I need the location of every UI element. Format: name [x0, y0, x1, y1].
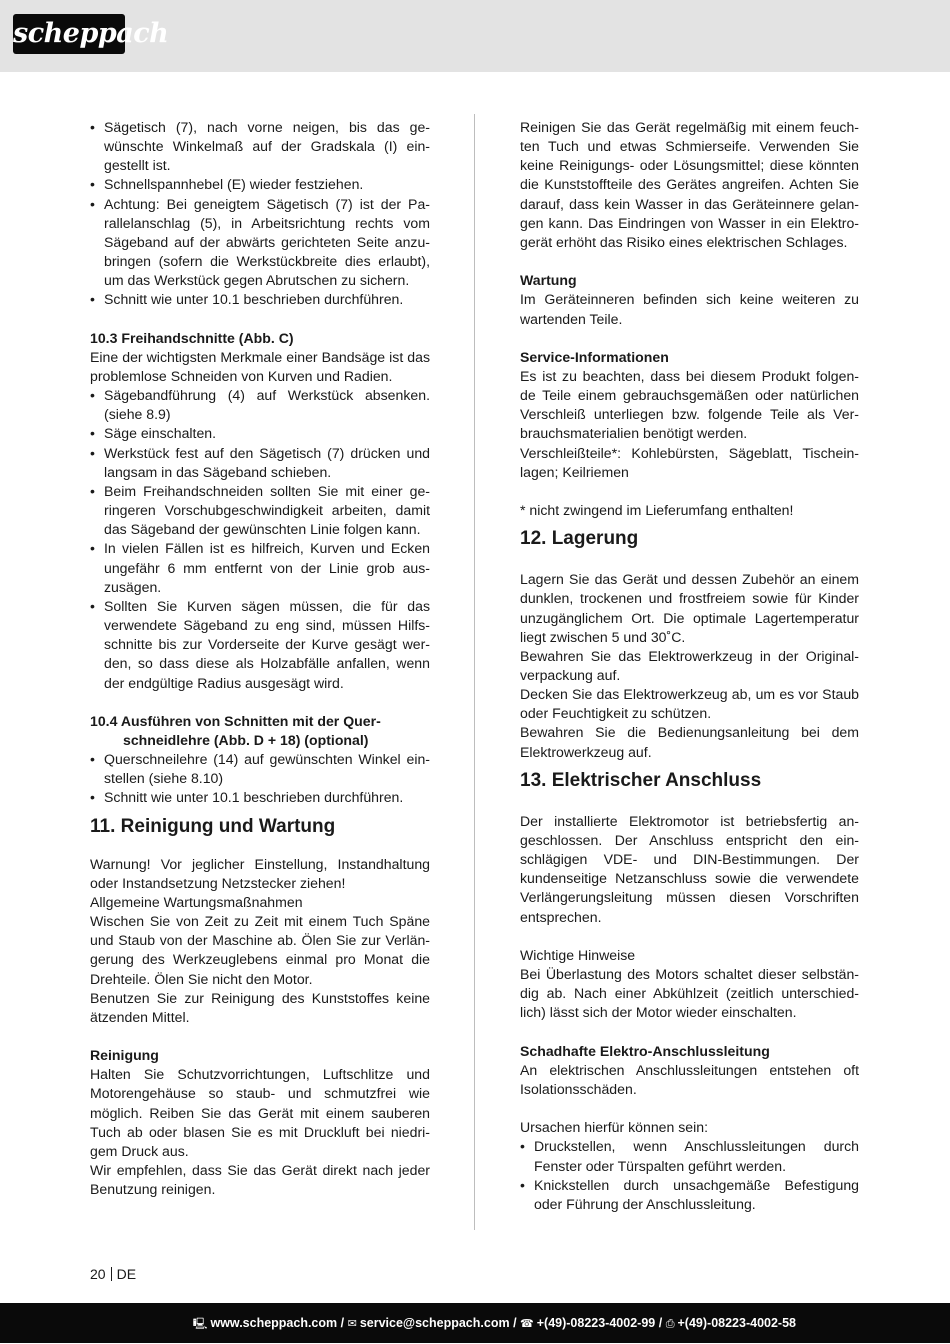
mail-icon: ✉: [347, 1318, 357, 1330]
paragraph: Es ist zu beachten, dass bei diesem Produkt folgen- de Teile einem gebrauchsgemäßen oder natürlichen Verschleiß unterliegen bzw. folgende Teile als Ver- brauchsmaterialien benötigt werden.: [520, 368, 859, 442]
list-item: • Schnitt wie unter 10.1 beschrieben durchführen.: [90, 788, 430, 807]
list-item: • Sägetisch (7), nach vorne neigen, bis das ge- wünschte Winkelmaß auf der Gradskala (I) ein- gestellt ist.: [90, 118, 430, 175]
fax-icon: ⎙: [665, 1318, 675, 1330]
paragraph: Ursachen hierfür können sein:: [520, 1119, 709, 1136]
contact-bar: [0, 1303, 950, 1343]
tilt-steps-list: [90, 118, 430, 310]
list-item: • Sägebandführung (4) auf Werkstück absenken. (siehe 8.9): [90, 386, 430, 424]
footnote: * nicht zwingend im Lieferumfang enthalten!: [520, 502, 794, 519]
list-item: • Schnitt wie unter 10.1 beschrieben durchführen.: [90, 290, 430, 309]
chapter-number: 11.: [90, 815, 116, 837]
list-item: • Sollten Sie Kurven sägen müssen, die für das verwendete Sägeband zu eng sind, müssen Hilfs- schnitte bis zur Vorderseite der Kurve gesägt wer- den, so dass diese als Holzabfälle anfallen, wenn der endgültige Radius ausgesägt wird.: [90, 597, 430, 693]
paragraph: Decken Sie das Elektrowerkzeug ab, um es vor Staub oder Feuchtigkeit zu schützen.: [520, 686, 859, 722]
header-bar: [0, 0, 950, 72]
fax-number: +(49)-08223-4002-58: [677, 1316, 796, 1330]
paragraph: Verschleißteile*: Kohlebürsten, Sägeblatt, Tischein- lagen; Keilriemen: [520, 444, 859, 480]
chapter-title: Elektrischer Anschluss: [551, 769, 762, 791]
left-column: [90, 118, 430, 1199]
chapter-heading-13: [520, 770, 859, 792]
subheading-service-info: Service-Informationen: [520, 348, 669, 365]
paragraph: Halten Sie Schutzvorrichtungen, Luftschlitze und Motorengehäuse so staub- und schmutzfrei wie möglich. Reiben Sie das Gerät mit einem sauberen Tuch ab oder blasen Sie es mit Druckluft bei niedri- gem Druck aus.: [90, 1066, 430, 1159]
list-item: • Knickstellen durch unsachgemäße Befestigung oder Führung der Anschlussleitung.: [520, 1176, 859, 1214]
chapter-title: Lagerung: [551, 528, 639, 550]
scheppach-logo: scheppach: [13, 14, 125, 54]
paragraph: Im Geräteinneren befinden sich keine weiteren zu wartenden Teile.: [520, 291, 859, 327]
paragraph: Benutzen Sie zur Reinigung des Kunststoffes keine ätzenden Mittel.: [90, 989, 430, 1025]
list-item: • Druckstellen, wenn Anschlussleitungen durch Fenster oder Türspalten geführt werden.: [520, 1137, 859, 1175]
paragraph: Reinigen Sie das Gerät regelmäßig mit einem feuch- ten Tuch und etwas Schmierseife. Verwenden Sie keine Reinigungs- oder Lösungsmittel; diese könnten die Kunststoffteile des Gerätes angreifen. Achten Sie darauf, dass kein Wasser in das Geräteinnere gelan- gen kann. Das Eindringen von Wasser in ein Elektro- gerät erhöht das Risiko eines elektrischen Schlages.: [520, 119, 859, 250]
paragraph: Lagern Sie das Gerät und dessen Zubehör an einem dunklen, trockenen und frostfreiem sowie für Kinder unzugänglichem Ort. Die optimale Lagertemperatur liegt zwischen 5 und 30˚C.: [520, 571, 859, 645]
paragraph: Der installierte Elektromotor ist betriebsfertig an- geschlossen. Der Anschluss entspricht den ein- schlägigen VDE- und DIN-Bestimmungen. Der kundenseitige Netzanschluss sowie die verwendete Verlängerungsleitung müssen diesen Vorschriften entsprechen.: [520, 812, 859, 925]
crosscut-steps-list: [90, 750, 430, 807]
paragraph: Bewahren Sie die Bedienungsanleitung bei dem Elektrowerkzeug auf.: [520, 724, 859, 760]
page-number: 20: [90, 1266, 106, 1282]
website-link[interactable]: www.scheppach.com: [210, 1316, 338, 1330]
right-column: [520, 118, 859, 1214]
chapter-number: 12.: [520, 528, 547, 550]
column-divider: [474, 114, 475, 1230]
list-item: • In vielen Fällen ist es hilfreich, Kurven und Ecken ungefähr 6 mm entfernt von der Linie grob aus- zusägen.: [90, 539, 430, 596]
separator: /: [340, 1316, 345, 1330]
section-heading-10-3: 10.3 Freihandschnitte (Abb. C): [90, 329, 294, 346]
chapter-title: Reinigung und Wartung: [120, 815, 336, 837]
chapter-heading-11: [90, 816, 430, 838]
paragraph: An elektrischen Anschlussleitungen entstehen oft Isolationsschäden.: [520, 1061, 859, 1097]
computer-icon: 🖳: [192, 1318, 208, 1330]
page-separator: [111, 1267, 112, 1281]
separator: /: [658, 1316, 663, 1330]
freehand-steps-list: [90, 386, 430, 693]
paragraph: Eine der wichtigsten Merkmale einer Bandsäge ist das problemlose Schneiden von Kurven und Radien.: [90, 348, 430, 385]
subheading-damaged-cable: Schadhafte Elektro-Anschlussleitung: [520, 1042, 770, 1059]
email-link[interactable]: service@scheppach.com: [359, 1316, 510, 1330]
chapter-heading-12: [520, 528, 859, 550]
phone-icon: ☎: [520, 1318, 534, 1330]
list-item: • Querschneilehre (14) auf gewünschten Winkel ein- stellen (siehe 8.10): [90, 750, 430, 788]
list-item: • Achtung: Bei geneigtem Sägetisch (7) ist der Pa- rallelanschlag (5), in Arbeitsrichtung rechts vom Sägeband auf der abwärts gerichteten Seite anzu- bringen (sofern die Werkstückbreite dies erlaubt), um das Werkstück gegen Abrutschen zu sichern.: [90, 195, 430, 291]
warning-text: Warnung! Vor jeglicher Einstellung, Instandhaltung oder Instandsetzung Netzstecker ziehen!: [90, 855, 430, 891]
list-item: • Säge einschalten.: [90, 424, 430, 443]
chapter-number: 13.: [520, 769, 547, 791]
section-heading-10-4-cont: schneidlehre (Abb. D + 18) (optional): [123, 731, 369, 748]
subheading-general-maintenance: Allgemeine Wartungsmaßnahmen: [90, 893, 303, 910]
phone-number[interactable]: +(49)-08223-4002-99: [536, 1316, 656, 1330]
list-item: • Schnellspannhebel (E) wieder festziehen.: [90, 175, 430, 194]
paragraph: Bei Überlastung des Motors schaltet dieser selbstän- dig ab. Nach einer Abkühlzeit (zeitlich unterschied- lich) lässt sich der Motor wieder einschalten.: [520, 966, 859, 1021]
subheading-cleaning: Reinigung: [90, 1047, 159, 1064]
subheading-important-notes: Wichtige Hinweise: [520, 946, 636, 963]
separator: /: [513, 1316, 517, 1330]
language-code: DE: [116, 1266, 137, 1282]
causes-list: [520, 1137, 859, 1214]
subheading-maintenance: Wartung: [520, 272, 577, 289]
paragraph: Bewahren Sie das Elektrowerkzeug in der Original- verpackung auf.: [520, 647, 859, 684]
section-heading-10-4: 10.4 Ausführen von Schnitten mit der Quer-: [90, 712, 381, 729]
paragraph: Wischen Sie von Zeit zu Zeit mit einem Tuch Späne und Staub von der Maschine ab. Ölen Sie zur Verlän- gerung des Werkzeuglebens einmal pro Monat die Drehteile. Ölen Sie nicht den Motor.: [90, 913, 430, 987]
list-item: • Beim Freihandschneiden sollten Sie mit einer ge- ringeren Vorschubgeschwindigkeit arbeiten, damit das Sägeband der gewünschten Linie folgen kann.: [90, 482, 430, 539]
paragraph: Wir empfehlen, dass Sie das Gerät direkt nach jeder Benutzung reinigen.: [90, 1162, 430, 1198]
list-item: • Werkstück fest auf den Sägetisch (7) drücken und langsam in das Sägeband schieben.: [90, 444, 430, 482]
page-footer: [90, 1265, 136, 1283]
